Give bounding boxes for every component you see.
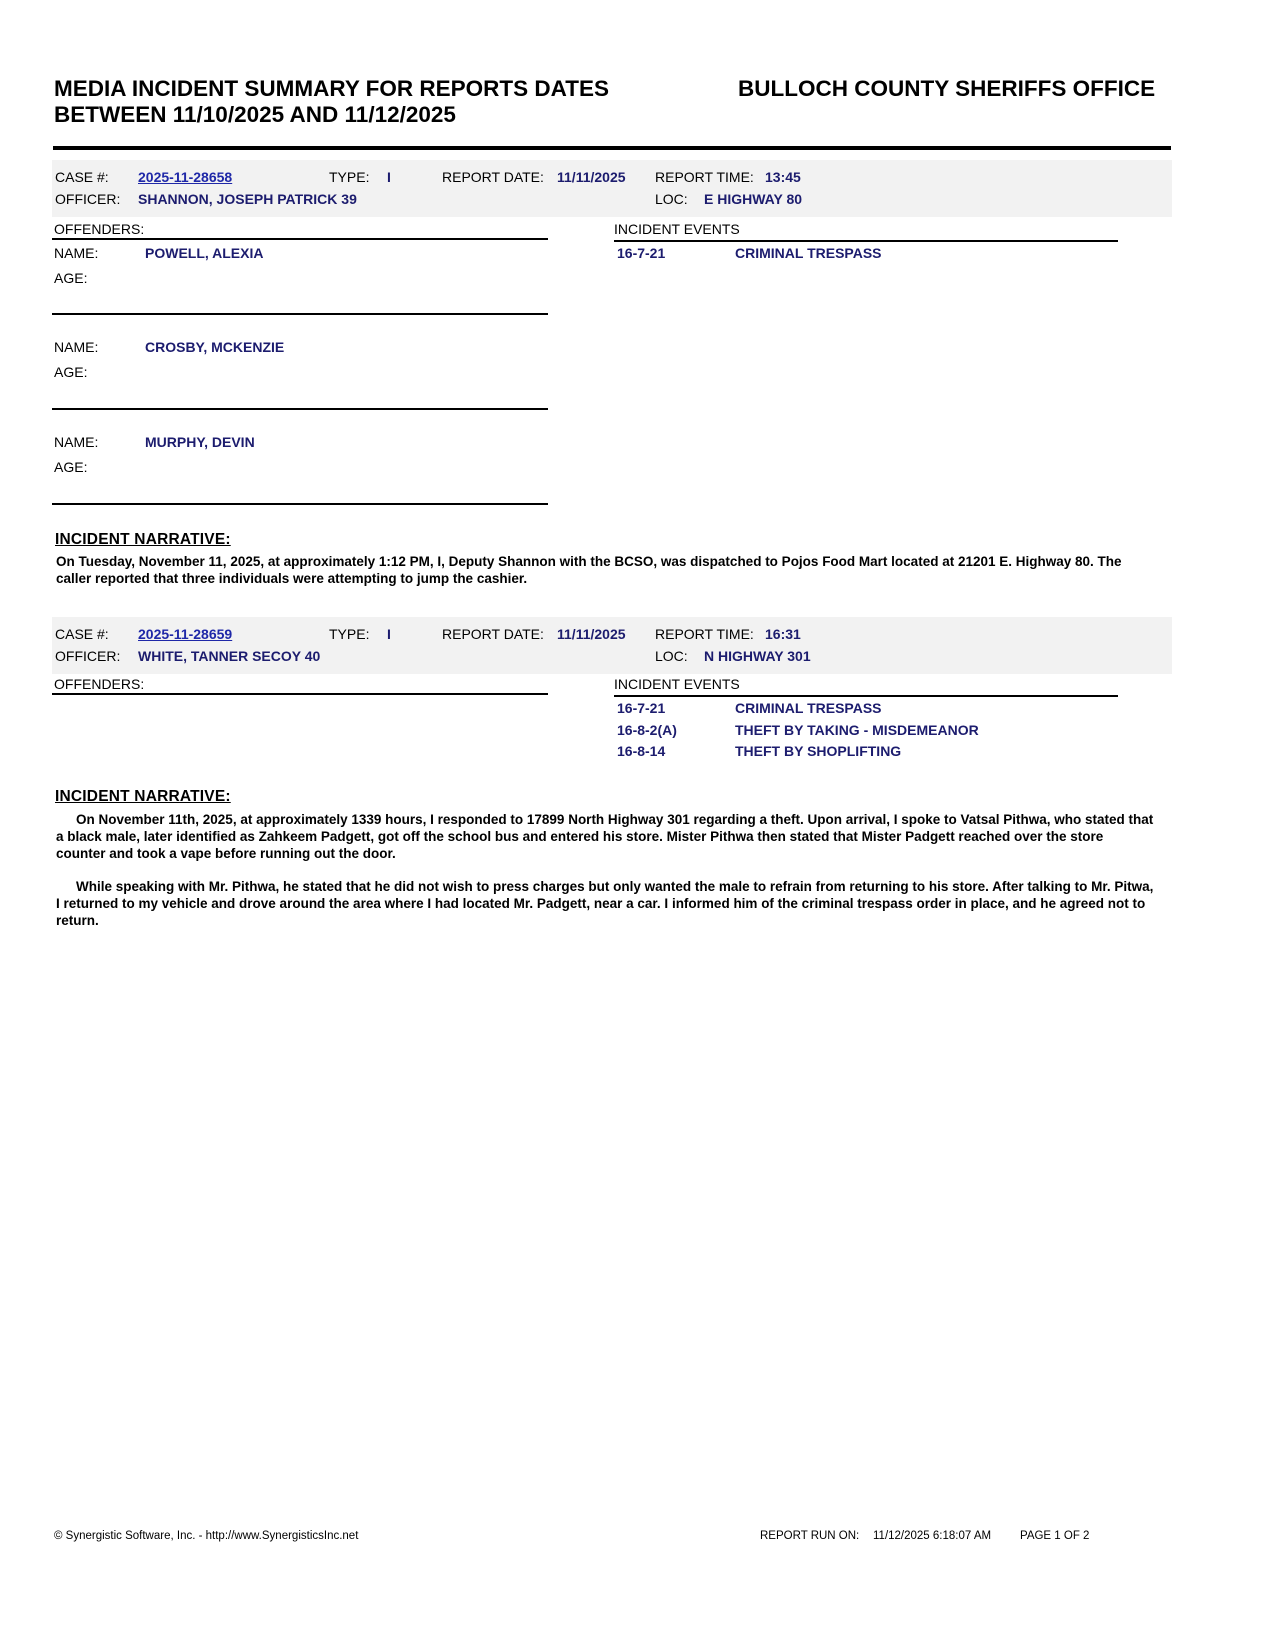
- offender-name: MURPHY, DEVIN: [145, 434, 255, 450]
- offender-name: POWELL, ALEXIA: [145, 245, 264, 261]
- loc-label: LOC:: [655, 191, 688, 207]
- offender-divider: [52, 408, 548, 410]
- loc-value: N HIGHWAY 301: [704, 648, 811, 664]
- narrative-paragraph: On November 11th, 2025, at approximately 1339 hours, I responded to 17899 North Highway 301 regarding a theft. Upon arrival, I spoke to Vatsal Pithwa, who stated that a black male, later identified as Zahkeem Padgett, got off the school bus and entered his store. Mister Pithwa then stated that Mister Padgett reached over the store counter and took a vape before running out the door.: [56, 812, 1154, 861]
- offender-age-label: AGE:: [54, 364, 88, 380]
- offender-age-label: AGE:: [54, 270, 88, 286]
- report-time-value: 13:45: [765, 169, 801, 185]
- officer-label: OFFICER:: [55, 191, 121, 207]
- narrative-heading: INCIDENT NARRATIVE:: [55, 788, 231, 805]
- narrative-paragraph: While speaking with Mr. Pithwa, he stated that he did not wish to press charges but only wanted the male to refrain from returning to his store. After talking to Mr. Pitwa, I returned to my vehicle and drove around the area where I had located Mr. Padgett, near a car. I informed him of the criminal trespass order in place, and he agreed not to return.: [56, 879, 1154, 928]
- report-date-label: REPORT DATE:: [442, 169, 544, 185]
- type-value: I: [387, 626, 391, 642]
- report-title-line-1: MEDIA INCIDENT SUMMARY FOR REPORTS DATES: [54, 76, 610, 101]
- report-time-label: REPORT TIME:: [655, 626, 754, 642]
- event-code: 16-7-21: [617, 700, 666, 716]
- case-number-link[interactable]: 2025-11-28658: [138, 169, 233, 185]
- offenders-rule: [52, 238, 548, 240]
- footer-page-number: PAGE 1 OF 2: [1020, 1530, 1090, 1542]
- offender-name-label: NAME:: [54, 434, 99, 450]
- agency-name: BULLOCH COUNTY SHERIFFS OFFICE: [738, 76, 1156, 101]
- incident-events-rule: [614, 240, 1118, 242]
- offender-name-label: NAME:: [54, 339, 99, 355]
- narrative-paragraph: On Tuesday, November 11, 2025, at approximately 1:12 PM, I, Deputy Shannon with the BCSO, was dispatched to Pojos Food Mart located at 21201 E. Highway 80. The caller reported that three individuals were attempting to jump the cashier.: [56, 554, 1122, 586]
- report-time-label: REPORT TIME:: [655, 169, 754, 185]
- incident-events-heading: INCIDENT EVENTS: [614, 221, 740, 237]
- footer-report-run-value: 11/12/2025 6:18:07 AM: [873, 1530, 992, 1542]
- type-label: TYPE:: [329, 169, 370, 185]
- event-code: 16-8-14: [617, 743, 666, 759]
- officer-value: SHANNON, JOSEPH PATRICK 39: [138, 191, 357, 207]
- offender-divider: [52, 503, 548, 505]
- report-date-value: 11/11/2025: [557, 626, 626, 642]
- case-number-link[interactable]: 2025-11-28659: [138, 626, 233, 642]
- narrative-heading: INCIDENT NARRATIVE:: [55, 531, 231, 548]
- event-description: CRIMINAL TRESPASS: [735, 700, 882, 716]
- event-code: 16-7-21: [617, 245, 666, 261]
- case-number-label: CASE #:: [55, 169, 109, 185]
- report-time-value: 16:31: [765, 626, 801, 642]
- officer-label: OFFICER:: [55, 648, 121, 664]
- loc-label: LOC:: [655, 648, 688, 664]
- type-label: TYPE:: [329, 626, 370, 642]
- event-description: CRIMINAL TRESPASS: [735, 245, 882, 261]
- event-code: 16-8-2(A): [617, 722, 677, 738]
- footer-report-run-label: REPORT RUN ON:: [760, 1530, 860, 1542]
- offenders-heading: OFFENDERS:: [54, 221, 145, 237]
- case-number-label: CASE #:: [55, 626, 109, 642]
- offenders-rule: [52, 693, 548, 695]
- offenders-heading: OFFENDERS:: [54, 676, 145, 692]
- report-title-line-2: BETWEEN 11/10/2025 AND 11/12/2025: [54, 102, 456, 127]
- type-value: I: [387, 169, 391, 185]
- offender-divider: [52, 313, 548, 315]
- loc-value: E HIGHWAY 80: [704, 191, 803, 207]
- incident-events-heading: INCIDENT EVENTS: [614, 676, 740, 692]
- incident-events-rule: [614, 695, 1118, 697]
- offender-age-label: AGE:: [54, 459, 88, 475]
- offender-name-label: NAME:: [54, 245, 99, 261]
- event-description: THEFT BY SHOPLIFTING: [735, 743, 902, 759]
- footer-copyright: © Synergistic Software, Inc. - http://www.SynergisticsInc.net: [54, 1530, 359, 1542]
- report-date-label: REPORT DATE:: [442, 626, 544, 642]
- event-description: THEFT BY TAKING - MISDEMEANOR: [735, 722, 979, 738]
- report-date-value: 11/11/2025: [557, 169, 626, 185]
- header-rule: [53, 146, 1171, 150]
- officer-value: WHITE, TANNER SECOY 40: [138, 648, 321, 664]
- offender-name: CROSBY, MCKENZIE: [145, 339, 285, 355]
